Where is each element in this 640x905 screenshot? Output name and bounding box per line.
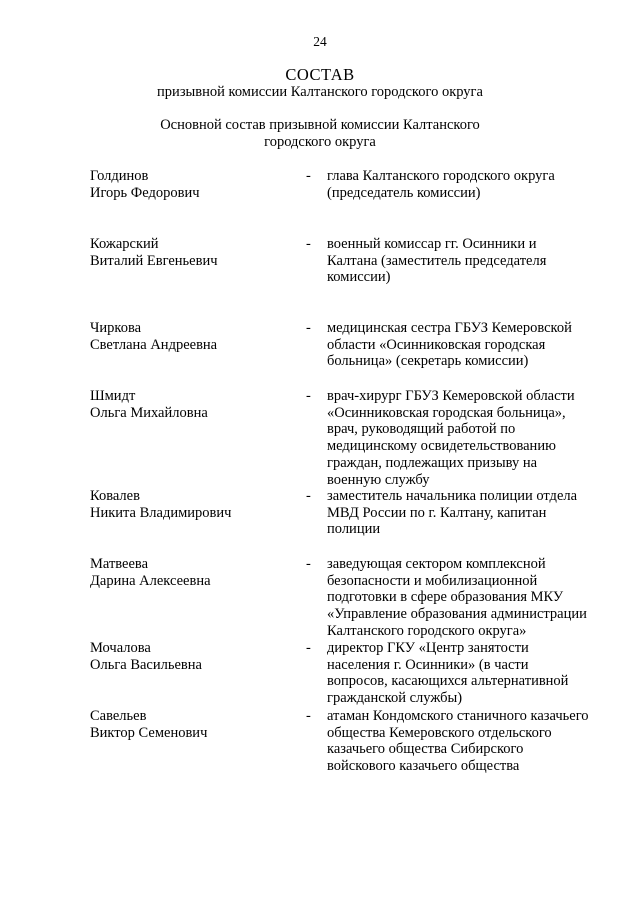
member-role: медицинская сестра ГБУЗ Кемеровской области «Осинниковская городская больница» (секретарь комиссии) xyxy=(327,320,572,370)
member-dash: - xyxy=(306,236,311,252)
member-surname: Ковалев xyxy=(90,488,140,504)
member-name xyxy=(90,168,295,236)
member-row xyxy=(0,388,640,488)
member-role: глава Калтанского городского округа (председатель комиссии) xyxy=(327,168,555,201)
member-surname: Савельев xyxy=(90,708,147,724)
member-given-name: Игорь Федорович xyxy=(90,184,200,201)
member-given-name: Дарина Алексеевна xyxy=(90,572,211,589)
member-dash: - xyxy=(306,168,311,184)
member-role: заведующая сектором комплексной безопасности и мобилизационной подготовки в сфере образования МКУ «Управление образования администрации Калтанского городского округа» xyxy=(327,556,587,639)
member-row xyxy=(0,488,640,556)
member-row xyxy=(0,708,640,792)
member-surname: Чиркова xyxy=(90,320,142,336)
page-number: 24 xyxy=(313,34,327,49)
member-row xyxy=(0,556,640,640)
member-role: атаман Кондомского станичного казачьего общества Кемеровского отдельского казачьего общества Сибирского войскового казачьего общества xyxy=(327,708,589,775)
member-name xyxy=(90,388,295,488)
member-row xyxy=(0,236,640,320)
member-row xyxy=(0,168,640,236)
member-given-name: Виктор Семенович xyxy=(90,724,208,741)
member-role: директор ГКУ «Центр занятости населения г. Осинники» (в части вопросов, касающихся альтернативной гражданской службы) xyxy=(327,640,569,707)
member-dash: - xyxy=(306,708,311,724)
member-dash: - xyxy=(306,488,311,504)
member-name xyxy=(90,556,295,640)
member-surname: Матвеева xyxy=(90,556,149,572)
member-given-name: Виталий Евгеньевич xyxy=(90,252,218,269)
member-surname: Мочалова xyxy=(90,640,151,656)
member-dash: - xyxy=(306,320,311,336)
member-role: врач-хирург ГБУЗ Кемеровской области «Осинниковская городская больница», врач, руководящий работой по медицинскому освидетельствованию граждан, подлежащих призыву на военную службу xyxy=(327,388,575,488)
member-name xyxy=(90,488,295,556)
member-role: заместитель начальника полиции отдела МВД России по г. Калтану, капитан полиции xyxy=(327,488,578,538)
member-dash: - xyxy=(306,556,311,572)
member-dash: - xyxy=(306,640,311,656)
member-given-name: Светлана Андреевна xyxy=(90,336,218,353)
member-name xyxy=(90,236,295,320)
member-surname: Кожарский xyxy=(90,236,159,252)
document-title: СОСТАВ xyxy=(285,65,355,84)
section-heading: Основной состав призывной комиссии Калтанского городского округа xyxy=(160,117,480,150)
member-surname: Голдинов xyxy=(90,168,149,184)
member-name xyxy=(90,708,295,792)
document-subtitle: призывной комиссии Калтанского городского округа xyxy=(157,84,483,100)
member-dash: - xyxy=(306,388,311,404)
member-given-name: Ольга Васильевна xyxy=(90,656,202,673)
member-name xyxy=(90,320,295,388)
member-role: военный комиссар гг. Осинники и Калтана (заместитель председателя комиссии) xyxy=(327,236,547,286)
member-given-name: Никита Владимирович xyxy=(90,504,232,521)
member-row xyxy=(0,640,640,708)
member-given-name: Ольга Михайловна xyxy=(90,404,208,421)
member-surname: Шмидт xyxy=(90,388,136,404)
member-row xyxy=(0,320,640,388)
member-name xyxy=(90,640,295,708)
title-block xyxy=(0,66,640,101)
members-list xyxy=(0,168,640,792)
